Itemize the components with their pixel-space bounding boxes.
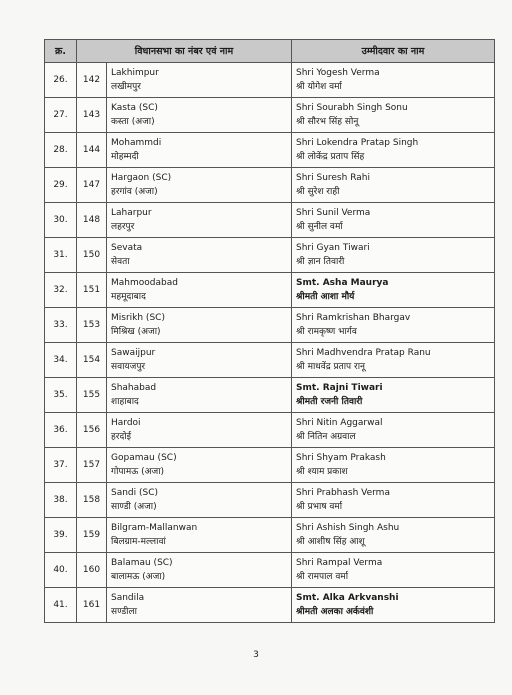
table-row: [45, 98, 495, 133]
serial-number: 34.: [45, 343, 77, 378]
serial-number: 33.: [45, 308, 77, 343]
header-candidate: उम्मीदवार का नाम: [292, 40, 495, 63]
candidate-name-hindi: श्री सौरभ सिंह सोनू: [296, 116, 359, 127]
constituency-cell: [107, 133, 292, 168]
candidate-name-hindi: श्री रामपाल वर्मा: [296, 571, 349, 582]
constituency-cell: [107, 168, 292, 203]
candidate-name-hindi: श्रीमती अलका अर्कवंशी: [296, 606, 374, 617]
candidate-cell: [292, 133, 495, 168]
assembly-number: 150: [77, 238, 107, 273]
candidate-name-english: Shri Ramkrishan Bhargav: [296, 312, 411, 323]
table-body: [45, 63, 495, 623]
assembly-number: 154: [77, 343, 107, 378]
serial-number: 27.: [45, 98, 77, 133]
candidate-cell: [292, 413, 495, 448]
assembly-number: 161: [77, 588, 107, 623]
assembly-number: 158: [77, 483, 107, 518]
candidate-cell: [292, 63, 495, 98]
constituency-name-hindi: बालामऊ (अजा): [111, 571, 166, 582]
constituency-name-english: Sandi (SC): [111, 487, 159, 498]
assembly-number: 155: [77, 378, 107, 413]
constituency-name-english: Shahabad: [111, 382, 157, 393]
candidate-name-hindi: श्री सुनील वर्मा: [296, 221, 343, 232]
candidate-name-english: Shri Prabhash Verma: [296, 487, 390, 498]
serial-number: 31.: [45, 238, 77, 273]
constituency-cell: [107, 413, 292, 448]
constituency-name-hindi: महमूदाबाद: [111, 291, 146, 302]
table-row: [45, 553, 495, 588]
candidate-name-hindi: श्री योगेश वर्मा: [296, 81, 342, 92]
assembly-number: 142: [77, 63, 107, 98]
constituency-cell: [107, 448, 292, 483]
candidate-name-hindi: श्री रामकृष्ण भार्गव: [296, 326, 357, 337]
table-row: [45, 588, 495, 623]
table-row: [45, 203, 495, 238]
candidate-cell: [292, 308, 495, 343]
constituency-name-hindi: कस्ता (अजा): [111, 116, 155, 127]
constituency-name-hindi: सेवता: [111, 256, 130, 267]
constituency-name-english: Hardoi: [111, 417, 141, 428]
table-row: [45, 448, 495, 483]
serial-number: 39.: [45, 518, 77, 553]
table-row: [45, 168, 495, 203]
candidate-name-hindi: श्री माधवेंद्र प्रताप रानू: [296, 361, 366, 372]
table-row: [45, 413, 495, 448]
constituency-cell: [107, 98, 292, 133]
candidate-name-hindi: श्री ज्ञान तिवारी: [296, 256, 345, 267]
candidate-name-hindi: श्री नितिन अग्रवाल: [296, 431, 356, 442]
candidate-name-hindi: श्री लोकेंद्र प्रताप सिंह: [296, 151, 365, 162]
table-row: [45, 308, 495, 343]
candidate-name-english: Shri Ashish Singh Ashu: [296, 522, 400, 533]
serial-number: 38.: [45, 483, 77, 518]
table-row: [45, 378, 495, 413]
constituency-name-english: Gopamau (SC): [111, 452, 177, 463]
candidate-cell: [292, 448, 495, 483]
assembly-number: 144: [77, 133, 107, 168]
serial-number: 29.: [45, 168, 77, 203]
constituency-name-hindi: मिश्रिख (अजा): [111, 326, 161, 337]
constituency-name-english: Misrikh (SC): [111, 312, 165, 323]
constituency-name-hindi: हरगांव (अजा): [111, 186, 158, 197]
table-row: [45, 518, 495, 553]
constituency-name-hindi: हरदोई: [111, 431, 131, 442]
candidate-cell: [292, 378, 495, 413]
constituency-name-english: Mahmoodabad: [111, 277, 178, 288]
serial-number: 32.: [45, 273, 77, 308]
candidate-name-hindi: श्रीमती रजनी तिवारी: [296, 396, 363, 407]
assembly-number: 156: [77, 413, 107, 448]
constituency-name-english: Mohammdi: [111, 137, 162, 148]
constituency-cell: [107, 378, 292, 413]
header-sno: क्र.: [45, 40, 77, 63]
constituency-name-hindi: लखीमपुर: [111, 81, 141, 92]
constituency-name-hindi: साण्डी (अजा): [111, 501, 157, 512]
candidate-cell: [292, 203, 495, 238]
candidate-name-english: Shri Nitin Aggarwal: [296, 417, 383, 428]
candidate-name-english: Smt. Asha Maurya: [296, 277, 389, 288]
assembly-number: 157: [77, 448, 107, 483]
candidate-name-english: Shri Yogesh Verma: [296, 67, 380, 78]
candidate-cell: [292, 98, 495, 133]
table-row: [45, 273, 495, 308]
candidate-cell: [292, 553, 495, 588]
constituency-name-hindi: सण्डीला: [111, 606, 137, 617]
candidate-cell: [292, 168, 495, 203]
table-row: [45, 483, 495, 518]
constituency-name-english: Balamau (SC): [111, 557, 173, 568]
constituency-name-hindi: सवायजपुर: [111, 361, 146, 372]
candidate-name-hindi: श्री श्याम प्रकाश: [296, 466, 348, 477]
table-row: [45, 133, 495, 168]
candidate-name-hindi: श्री सुरेश राही: [296, 186, 340, 197]
constituency-cell: [107, 203, 292, 238]
candidate-name-hindi: श्री प्रभाष वर्मा: [296, 501, 343, 512]
constituency-name-english: Lakhimpur: [111, 67, 159, 78]
constituency-cell: [107, 273, 292, 308]
table-header-row: [45, 40, 495, 63]
page-number: 3: [253, 650, 259, 660]
assembly-number: 148: [77, 203, 107, 238]
constituency-cell: [107, 518, 292, 553]
constituency-name-english: Kasta (SC): [111, 102, 158, 113]
candidate-name-english: Shri Shyam Prakash: [296, 452, 386, 463]
table-row: [45, 63, 495, 98]
serial-number: 35.: [45, 378, 77, 413]
constituency-name-hindi: बिलग्राम-मल्लावां: [111, 536, 166, 547]
serial-number: 28.: [45, 133, 77, 168]
assembly-number: 159: [77, 518, 107, 553]
constituency-cell: [107, 238, 292, 273]
constituency-name-english: Bilgram-Mallanwan: [111, 522, 198, 533]
constituency-name-english: Sandila: [111, 592, 145, 603]
candidate-cell: [292, 518, 495, 553]
candidate-name-english: Smt. Alka Arkvanshi: [296, 592, 399, 603]
candidate-name-english: Shri Sunil Verma: [296, 207, 371, 218]
candidate-table: [44, 39, 495, 623]
constituency-cell: [107, 308, 292, 343]
constituency-name-english: Laharpur: [111, 207, 152, 218]
candidate-cell: [292, 273, 495, 308]
serial-number: 36.: [45, 413, 77, 448]
constituency-name-hindi: मोहम्मदी: [111, 151, 139, 162]
serial-number: 41.: [45, 588, 77, 623]
assembly-number: 153: [77, 308, 107, 343]
candidate-name-english: Shri Sourabh Singh Sonu: [296, 102, 408, 113]
constituency-name-hindi: शाहाबाद: [111, 396, 139, 407]
candidate-cell: [292, 588, 495, 623]
candidate-cell: [292, 343, 495, 378]
table-row: [45, 238, 495, 273]
constituency-cell: [107, 63, 292, 98]
assembly-number: 160: [77, 553, 107, 588]
constituency-cell: [107, 343, 292, 378]
candidate-name-hindi: श्रीमती आशा मौर्य: [296, 291, 355, 302]
serial-number: 26.: [45, 63, 77, 98]
assembly-number: 143: [77, 98, 107, 133]
table-row: [45, 343, 495, 378]
candidate-cell: [292, 483, 495, 518]
candidate-cell: [292, 238, 495, 273]
constituency-cell: [107, 483, 292, 518]
serial-number: 30.: [45, 203, 77, 238]
candidate-name-english: Shri Rampal Verma: [296, 557, 383, 568]
constituency-name-english: Hargaon (SC): [111, 172, 172, 183]
assembly-number: 151: [77, 273, 107, 308]
constituency-name-hindi: गोपामऊ (अजा): [111, 466, 165, 477]
constituency-cell: [107, 588, 292, 623]
candidate-name-english: Smt. Rajni Tiwari: [296, 382, 383, 393]
serial-number: 40.: [45, 553, 77, 588]
candidate-name-english: Shri Lokendra Pratap Singh: [296, 137, 419, 148]
candidate-name-english: Shri Suresh Rahi: [296, 172, 370, 183]
header-constituency: विधानसभा का नंबर एवं नाम: [77, 40, 292, 63]
serial-number: 37.: [45, 448, 77, 483]
candidate-name-english: Shri Madhvendra Pratap Ranu: [296, 347, 431, 358]
constituency-name-english: Sevata: [111, 242, 143, 253]
assembly-number: 147: [77, 168, 107, 203]
candidate-name-english: Shri Gyan Tiwari: [296, 242, 370, 253]
candidate-name-hindi: श्री आशीष सिंह आशू: [296, 536, 365, 547]
constituency-cell: [107, 553, 292, 588]
constituency-name-english: Sawaijpur: [111, 347, 156, 358]
constituency-name-hindi: लहरपुर: [111, 221, 135, 232]
